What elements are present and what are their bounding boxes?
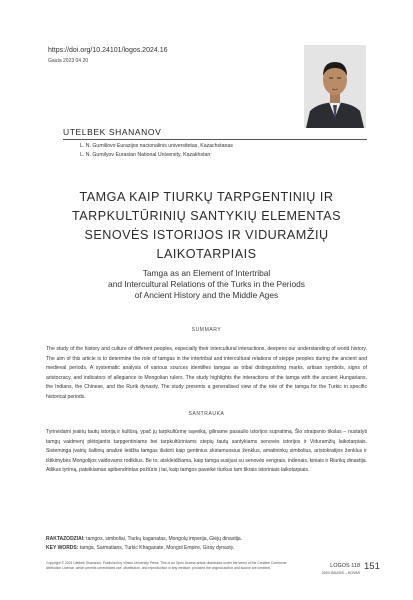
title-en-line: and Intercultural Relations of the Turks in the Periods — [108, 279, 305, 289]
author-photo — [304, 45, 366, 128]
copyright-notice: Copyright © 2024 Utelbek Shananov. Published by Vilnius University Press. This is an Open Access article distributed under the terms of the Creative Commons Attribution License, which permits unrestricted use, distribution, and reproduction in any medium, provided the original author and source are credited. — [46, 561, 287, 570]
article-title-lt — [20, 188, 393, 264]
title-lt-line: SENOVĖS ISTORIJOS IR VIDURAMŽIŲ — [84, 228, 329, 242]
affiliation-lt: L. N. Gumiliovo Eurazijos nacionalinis universitetas, Kazachstanas — [80, 143, 233, 149]
title-lt-line: TAMGA KAIP TIURKŲ TARPGENTINIŲ IR — [79, 190, 334, 204]
page-number: 151 — [364, 561, 380, 572]
title-lt-line: TARPKULTŪRINIŲ SANTYKIŲ ELEMENTAS — [71, 209, 342, 223]
author-portrait-image — [304, 45, 366, 128]
keywords-en — [46, 545, 367, 551]
keywords-lt-text: tamgos, simboliai, Tiurkų kaganatas, Mongolų imperija, Giėjų dinastija. — [84, 536, 243, 542]
summary-heading: SUMMARY — [191, 327, 222, 333]
received-date: Gauta 2023 04 20 — [48, 58, 89, 64]
affiliation-en: L. N. Gumilyov Eurasian National University, Kazakhstan — [80, 152, 211, 158]
author-name: UTELBEK SHANANOV — [63, 127, 162, 137]
keywords-en-label: KEY WORDS: — [46, 545, 79, 551]
article-title-en — [20, 268, 393, 301]
title-lt-line: LAIKOTARPIAIS — [156, 247, 257, 261]
journal-period: 2024 SAUSIS – KOVAS — [321, 571, 360, 575]
summary-text: The study of the history and culture of different peoples, especially their intercultural interactions, deepens our understanding of world history. The aim of this article is to determine the role of tamgas in the intertribal and intercultural relations of steppe peoples during the ancient and medieval periods. A systematic analysis of various sources identifies tamgas as tribal distinguishing marks, artisan symbols, signs of aristocracy, and indicators of allegiance to Mongolian rulers. The study highlights the interactions of the tamga with the ancient Hungarians, the Indians, the Chinese, and the Rurik dynasty. The study presents a generalised view of the role of the tamga for the Turkic in specific historical periods. — [46, 346, 367, 400]
keywords-en-text: tamga, Sarmatians, Turkic Khaganate, Mongol Empire, Giray dynasty. — [78, 545, 235, 551]
title-en-line: Tamga as an Element of Intertribal — [142, 268, 271, 278]
journal-issue: LOGOS 118 — [330, 563, 360, 569]
keywords-lt-label: RAKTAŽODŽIAI: — [46, 536, 85, 542]
doi-link[interactable]: https://doi.org/10.24101/logos.2024.16 — [48, 47, 168, 54]
santrauka-text: Tyrinėdami įvairių tautų istoriją ir kultūrą, ypač jų tarpkultūrinę sąveiką, giliname pasaulio istorijos supratimą. Šio straipsnio tikslas – nustatyti tamgų vaidmenį plėtojantis tarpgentiniams bei tarpkultūriniams stepių tautų santykiams senovės istorijos ir Viduramžių laikotarpiais. Sisteminga įvairių šaltinių analizė leidžia tamgas išskirti kaip gentinius skiriamuosius ženklus, amatininkų simbolius, aristokratijos ženklus ir ištikimybės Mongolijos valdovams rodiklius. Be to, atskleidžiama, kaip tamga susijusi su senovės vengrais, indėnais, kiniais ir Riurikų dinastija. Atlikus tyrimą, pateikiamas apibendrintas požiūris į tai, kaip tamgos paveikė tiurkus tam tikrais istoriniais laikotarpiais. — [46, 429, 367, 474]
santrauka-heading: SANTRAUKA — [188, 411, 225, 417]
title-en-line: of Ancient History and the Middle Ages — [134, 290, 279, 300]
keywords-lt — [46, 536, 367, 542]
author-divider — [63, 139, 367, 140]
